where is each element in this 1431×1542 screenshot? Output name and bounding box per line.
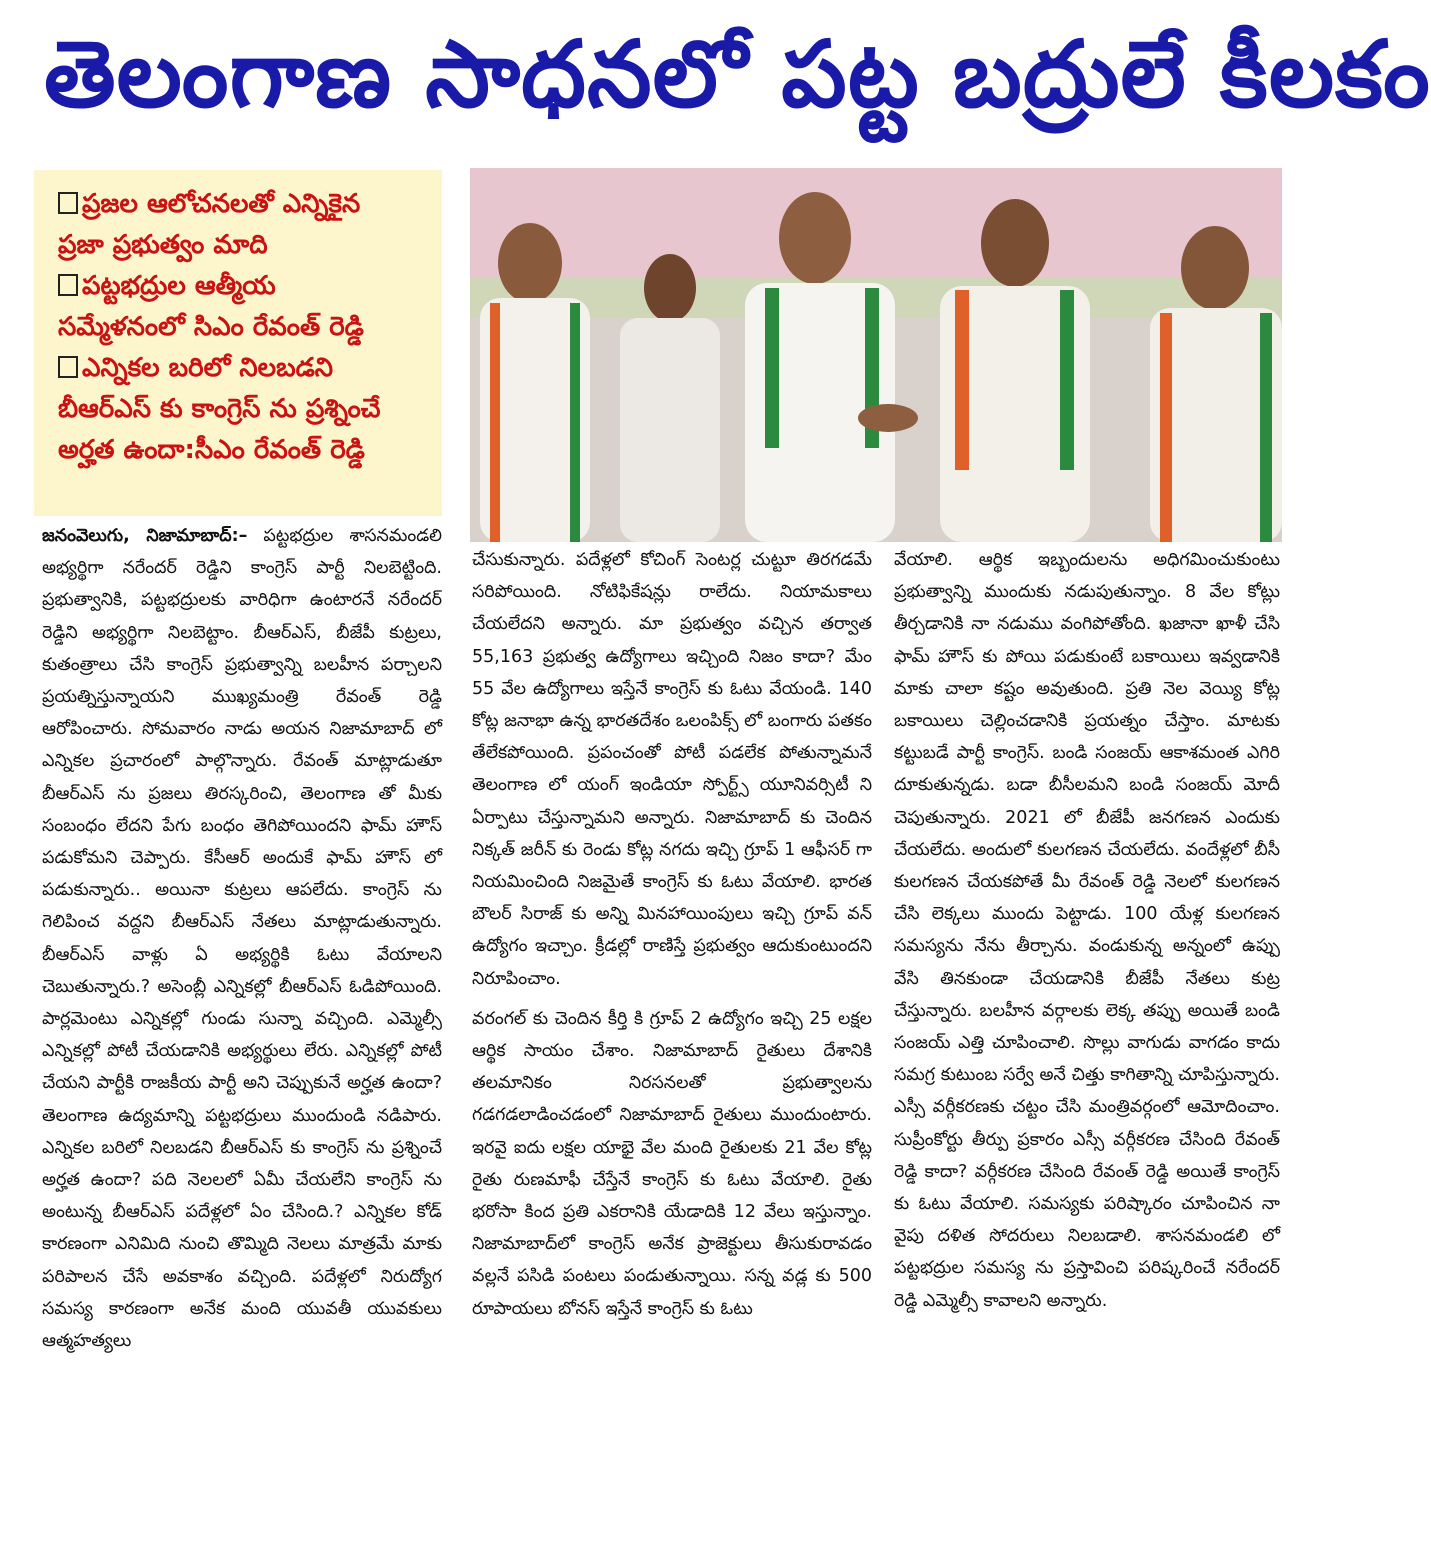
highlights-box [34, 170, 442, 516]
article-column-1 [42, 520, 442, 1530]
checkbox-bullet-icon [58, 356, 78, 378]
masthead-headline-strip [0, 0, 1431, 150]
highlight-line: అర్హత ఉందా:సీఎం రేవంత్ రెడ్డి [58, 435, 365, 465]
byline: జనంవెలుగు, నిజామాబాద్:– [42, 526, 248, 546]
highlight-line: బీఆర్ఎస్ కు కాంగ్రెస్ ను ప్రశ్నించే [58, 394, 381, 424]
highlight-line: ఎన్నికల బరిలో నిలబడని [58, 348, 428, 389]
article-paragraph: వరంగల్ కు చెందిన కీర్తి కి గ్రూప్ 2 ఉద్యోగం ఇచ్చి 25 లక్షల ఆర్థిక సాయం చేశాం. నిజామాబాద్ రైతులు దేశానికి తలమానికం నిరసనలతో ప్రభుత్వాలను గడగడలాడించడంలో నిజామాబాద్ రైతులు ముందుంటారు. ఇరవై ఐదు లక్షల యాభై వేల మంది రైతులకు 21 వేల కోట్ల రైతు రుణమాఫీ చేస్తేనే కాంగ్రెస్ కు ఓటు వేయాలి. రైతు భరోసా కింద ప్రతి ఎకరానికి యేడాదికి 12 వేలు ఇస్తున్నాం. నిజామాబాద్‌లో కాంగ్రెస్ అనేక ప్రాజెక్టులు తీసుకురావడం వల్లనే పసిడి పంటలు పండుతున్నాయి. సన్న వడ్ల కు 500 రూపాయలు బోనస్ ఇస్తేనే కాంగ్రెస్ కు ఓటు [472, 1008, 872, 1319]
news-photo-illustration [470, 168, 1282, 542]
headline: తెలంగాణ సాధనలో పట్ట బద్రులే కీలకం [44, 21, 1431, 128]
article-paragraph: చేసుకున్నారు. పదేళ్లలో కోచింగ్ సెంటర్ల చుట్టూ తిరగడమే సరిపోయింది. నోటిఫికేషన్లు రాలేదు. నియామకాలు చేయలేదని అన్నారు. మా ప్రభుత్వం వచ్చిన తర్వాత 55,163 ప్రభుత్వ ఉద్యోగాలు ఇచ్చింది నిజం కాదా? మేం 55 వేల ఉద్యోగాలు ఇస్తేనే కాంగ్రెస్ కు ఓటు వేయండి. 140 కోట్ల జనాభా ఉన్న భారతదేశం ఒలంపిక్స్ లో బంగారు పతకం తేలేకపోయింది. ప్రపంచంతో పోటీ పడలేక పోతున్నామనే తెలంగాణ లో యంగ్ ఇండియా స్పోర్ట్స్ యూనివర్సిటీ ని ఏర్పాటు చేస్తున్నామని అన్నారు. నిజామాబాద్ కు చెందిన నిక్కత్ జరీన్ కు రెండు కోట్ల నగదు ఇచ్చి గ్రూప్ 1 ఆఫీసర్ గా నియమించింది నిజమైతే కాంగ్రెస్ కు ఓటు వేయాలి. భారత బౌలర్ సిరాజ్ కు అన్ని మినహాయింపులు ఇచ్చి గ్రూప్ వన్ ఉద్యోగం ఇచ్చాం. క్రీడల్లో రాణిస్తే ప్రభుత్వం ఆదుకుంటుందని నిరూపించాం. [472, 550, 872, 989]
article-paragraph: జనంవెలుగు, నిజామాబాద్:– పట్టభద్రుల శాసనమండలి అభ్యర్థిగా నరేందర్ రెడ్డిని కాంగ్రెస్ పార్టీ నిలబెట్టింది. ప్రభుత్వానికి, పట్టభద్రులకు వారిధిగా ఉంటారనే నరేందర్ రెడ్డిని అభ్యర్థిగా నిలబెట్టాం. బీఆర్ఎస్, బీజేపీ కుట్రలు, కుతంత్రాలు చేసి కాంగ్రెస్ ప్రభుత్వాన్ని బలహీన పర్చాలని ప్రయత్నిస్తున్నాయని ముఖ్యమంత్రి రేవంత్ రెడ్డి ఆరోపించారు. సోమవారం నాడు అయన నిజామాబాద్ లో ఎన్నికల ప్రచారంలో పాల్గొన్నారు. రేవంత్ మాట్లాడుతూ బీఆర్ఎస్ ను ప్రజలు తిరస్కరించి, తెలంగాణ తో మీకు సంబంధం లేదని పేగు బంధం తెగిపోయిందని ఫామ్ హౌస్ పడుకోమని చెప్పారు. కేసీఆర్ అందుకే ఫామ్ హౌస్ లో పడుకున్నారు.. అయినా కుట్రలు ఆపలేదు. కాంగ్రెస్ ను గెలిపించ వద్దని బీఆర్ఎస్ నేతలు మాట్లాడుతున్నారు. బీఆర్ఎస్ వాళ్లు ఏ అభ్యర్థికి ఓటు వేయాలని చెబుతున్నారు.? అసెంబ్లీ ఎన్నికల్లో బీఆర్ఎస్ ఓడిపోయింది. పార్లమెంటు ఎన్నికల్లో గుండు సున్నా వచ్చింది. ఎమ్మెల్సీ ఎన్నికల్లో పోటీ చేయడానికి అభ్యర్థులు లేరు. ఎన్నికల్లో పోటీ చేయని పార్టీకి రాజకీయ పార్టీ అని చెప్పుకునే అర్హత ఉందా? తెలంగాణ ఉద్యమాన్ని పట్టభద్రులు ముందుండి నడిపారు. ఎన్నికల బరిలో నిలబడని బీఆర్ఎస్ కు కాంగ్రెస్ ను ప్రశ్నించే అర్హత ఉందా? పది నెలలలో ఏమీ చేయలేని కాంగ్రెస్ ను అంటున్న బీఆర్ఎస్ పదేళ్లలో ఏం చేసింది.? ఎన్నికల కోడ్ కారణంగా ఎనిమిది నుంచి తొమ్మిది నెలలు మాత్రమే మాకు పరిపాలన చేసే అవకాశం వచ్చింది. పదేళ్లలో నిరుద్యోగ సమస్య కారణంగా అనేక మంది యువతీ యువకులు ఆత్మహత్యలు [42, 526, 442, 1352]
highlight-line: సమ్మేళనంలో సిఎం రేవంత్ రెడ్డి [58, 312, 364, 342]
checkbox-bullet-icon [58, 192, 78, 214]
highlight-line: ప్రజా ప్రభుత్వం మాది [58, 230, 268, 260]
news-photo [470, 168, 1282, 542]
article-column-3 [894, 544, 1280, 1484]
checkbox-bullet-icon [58, 274, 78, 296]
highlight-line: ప్రజల ఆలోచనలతో ఎన్నికైన [58, 184, 428, 225]
article-column-2 [472, 544, 872, 1524]
article-paragraph: వేయాలి. ఆర్థిక ఇబ్బందులను అధిగమించుకుంటు ప్రభుత్వాన్ని ముందుకు నడుపుతున్నాం. 8 వేల కోట్లు తీర్చడానికి నా నడుము వంగిపోతోంది. ఖజానా ఖాళీ చేసి ఫామ్ హౌస్ కు పోయి పడుకుంటే బకాయిలు ఇవ్వడానికి మాకు చాలా కష్టం అవుతుంది. ప్రతి నెల వెయ్యి కోట్ల బకాయిలు చెల్లించడానికి ప్రయత్నం చేస్తాం. మాటకు కట్టుబడే పార్టీ కాంగ్రెస్. బండి సంజయ్ ఆకాశమంత ఎగిరి దూకుతున్నడు. బడా బీసీలమని బండి సంజయ్ మోదీ చెపుతున్నారు. 2021 లో బీజేపీ జనగణన ఎందుకు చేయలేదు. అందులో కులగణన చేయలేదు. వందేళ్లలో బీసీ కులగణన చేయకపోతే మీ రేవంత్ రెడ్డి నెలలో కులగణన చేసి లెక్కలు ముందు పెట్టాడు. 100 యేళ్ల కులగణన సమస్యను నేను తీర్చాను. వండుకున్న అన్నంలో ఉప్పు వేసి తినకుండా చేయడానికి బీజేపీ నేతలు కుట్ర చేస్తున్నారు. బలహీన వర్గాలకు లెక్క తప్పు అయితే బండి సంజయ్ ఎత్తి చూపించాలి. సొల్లు వాగుడు వాగడం కాదు సమగ్ర కుటుంబ సర్వే అనే చిత్తు కాగితాన్ని చూపిస్తున్నారు. ఎస్సీ వర్గీకరణకు చట్టం చేసి మంత్రివర్గంలో ఆమోదించాం. సుప్రీంకోర్టు తీర్పు ప్రకారం ఎస్సీ వర్గీకరణ చేసింది రేవంత్ రెడ్డి కాదా? వర్గీకరణ చేసింది రేవంత్ రెడ్డి అయితే కాంగ్రెస్ కు ఓటు వేయాలి. సమస్యకు పరిష్కారం చూపించిన నా వైపు దళిత సోదరులు నిలబడాలి. శాసనమండలి లో పట్టభద్రుల సమస్య ను ప్రస్తావించి పరిష్కరించే నరేందర్ రెడ్డి ఎమ్మెల్సీ కావాలని అన్నారు. [894, 550, 1280, 1311]
highlight-line: పట్టభద్రుల ఆత్మీయ [58, 266, 428, 307]
